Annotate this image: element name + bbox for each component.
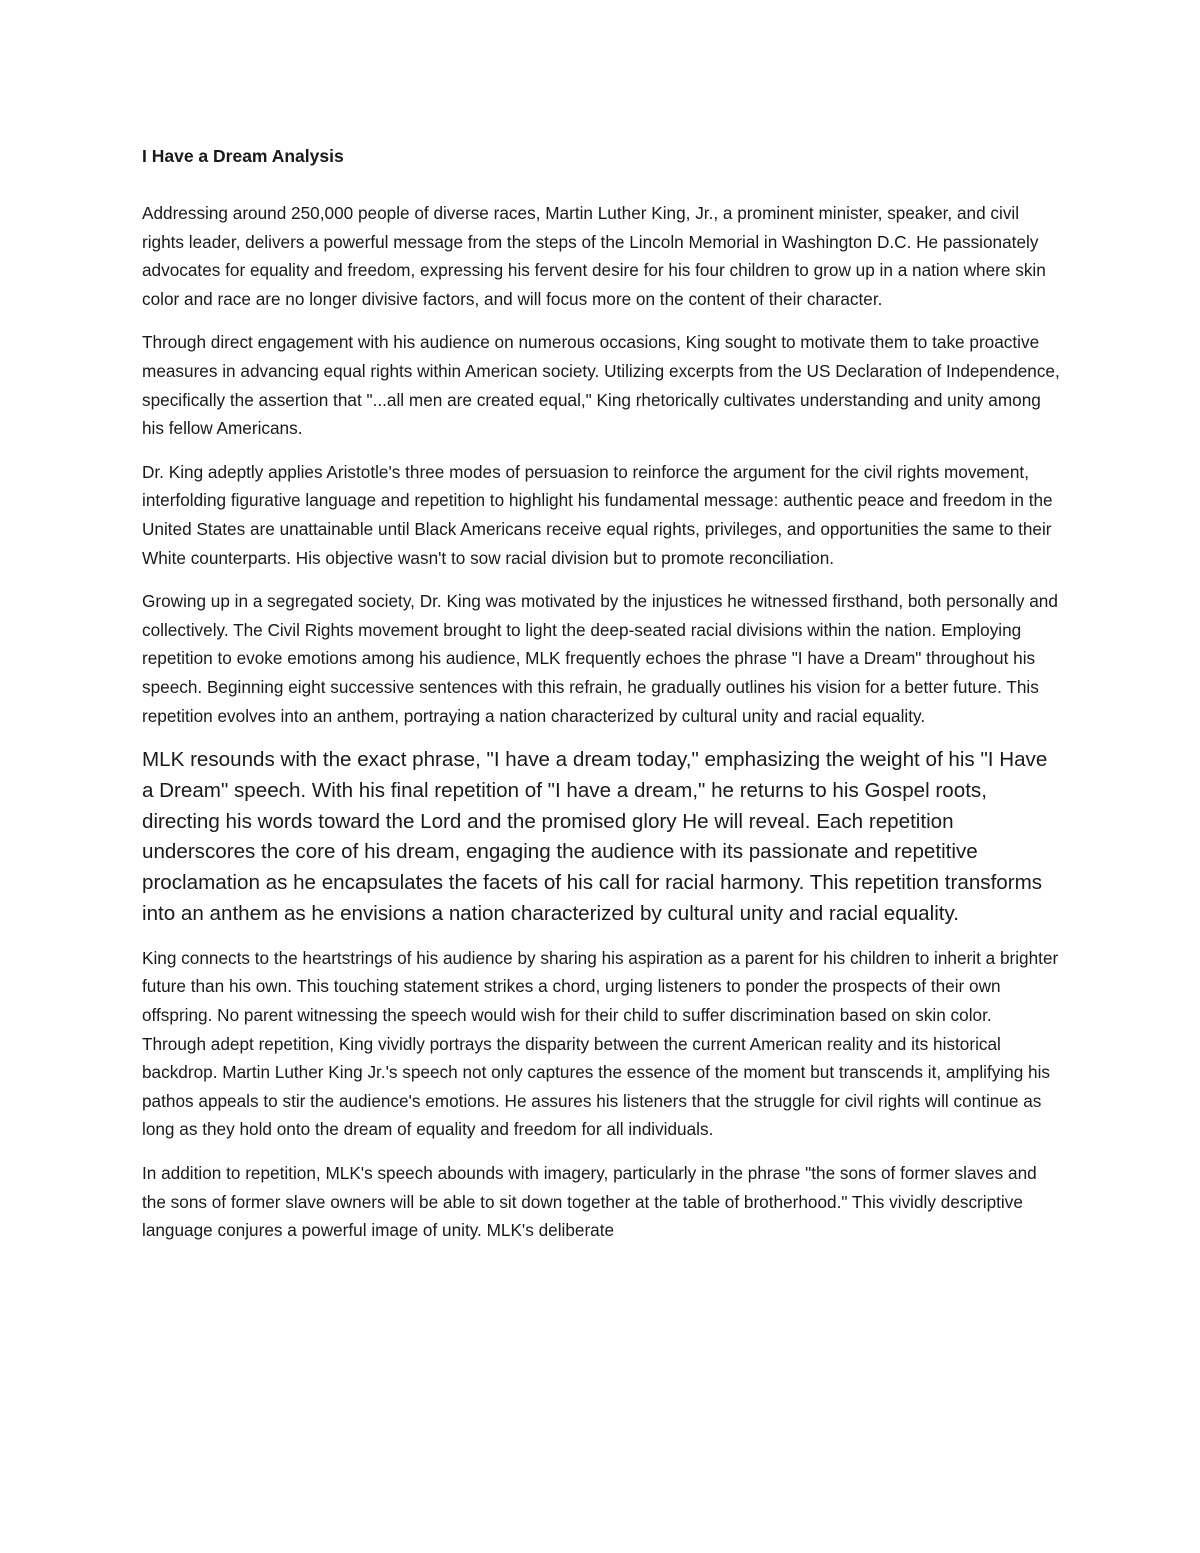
paragraph-pathos: King connects to the heartstrings of his audience by sharing his aspiration as a parent for his children to inherit a brighter future than his own. This touching statement strikes a chord, urging listeners to ponder the prospects of their own offspring. No parent witnessing the speech would wish for their child to suffer discrimination based on skin color. Through adept repetition, King vividly portrays the disparity between the current American reality and its historical backdrop. Martin Luther King Jr.'s speech not only captures the essence of the moment but transcends it, amplifying his pathos appeals to stir the audience's emotions. He assures his listeners that the struggle for civil rights will continue as long as they hold onto the dream of equality and freedom for all individuals. [142, 947, 1059, 1140]
paragraph-modes-of-persuasion: Dr. King adeptly applies Aristotle's three modes of persuasion to reinforce the argument for the civil rights movement, interfolding figurative language and repetition to highlight his fundamental message: authentic peace and freedom in the United States are unattainable until Black Americans receive equal rights, privileges, and opportunities the same to their White counterparts. His objective wasn't to sow racial division but to promote reconciliation. [142, 461, 1053, 568]
document-body [142, 142, 1060, 1260]
paragraph-imagery: In addition to repetition, MLK's speech abounds with imagery, particularly in the phrase "the sons of former slaves and the sons of former slave owners will be able to sit down together at the table of brotherhood." This vividly descriptive language conjures a powerful image of unity. MLK's deliberate [142, 1163, 1037, 1241]
paragraph-introduction: Addressing around 250,000 people of diverse races, Martin Luther King, Jr., a prominent minister, speaker, and civil rights leader, delivers a powerful message from the steps of the Lincoln Memorial in Washington D.C. He passionately advocates for equality and freedom, expressing his fervent desire for his four children to grow up in a nation where skin color and race are no longer divisive factors, and will focus more on the content of their character. [142, 203, 1046, 309]
paragraph-repetition: Growing up in a segregated society, Dr. King was motivated by the injustices he witnessed firsthand, both personally and collectively. The Civil Rights movement brought to light the deep-seated racial divisions within the nation. Employing repetition to evoke emotions among his audience, MLK frequently echoes the phrase "I have a Dream" throughout his speech. Beginning eight successive sentences with this refrain, he gradually outlines his vision for a better future. This repetition evolves into an anthem, portraying a nation characterized by cultural unity and racial equality. [142, 591, 1058, 726]
paragraph-dream-today: MLK resounds with the exact phrase, "I have a dream today," emphasizing the weight of his "I Have a Dream" speech. With his final repetition of "I have a dream," he returns to his Gospel roots, directing his words toward the Lord and the promised glory He will reveal. Each repetition underscores the core of his dream, engaging the audience with its passionate and repetitive proclamation as he encapsulates the facets of his call for racial harmony. This repetition transforms into an anthem as he envisions a nation characterized by cultural unity and racial equality. [142, 748, 1048, 926]
document-title: I Have a Dream Analysis [142, 146, 344, 166]
paragraph-audience-engagement: Through direct engagement with his audience on numerous occasions, King sought to motivate them to take proactive measures in advancing equal rights within American society. Utilizing excerpts from the US Declaration of Independence, specifically the assertion that "...all men are created equal," King rhetorically cultivates understanding and unity among his fellow Americans. [142, 332, 1060, 439]
